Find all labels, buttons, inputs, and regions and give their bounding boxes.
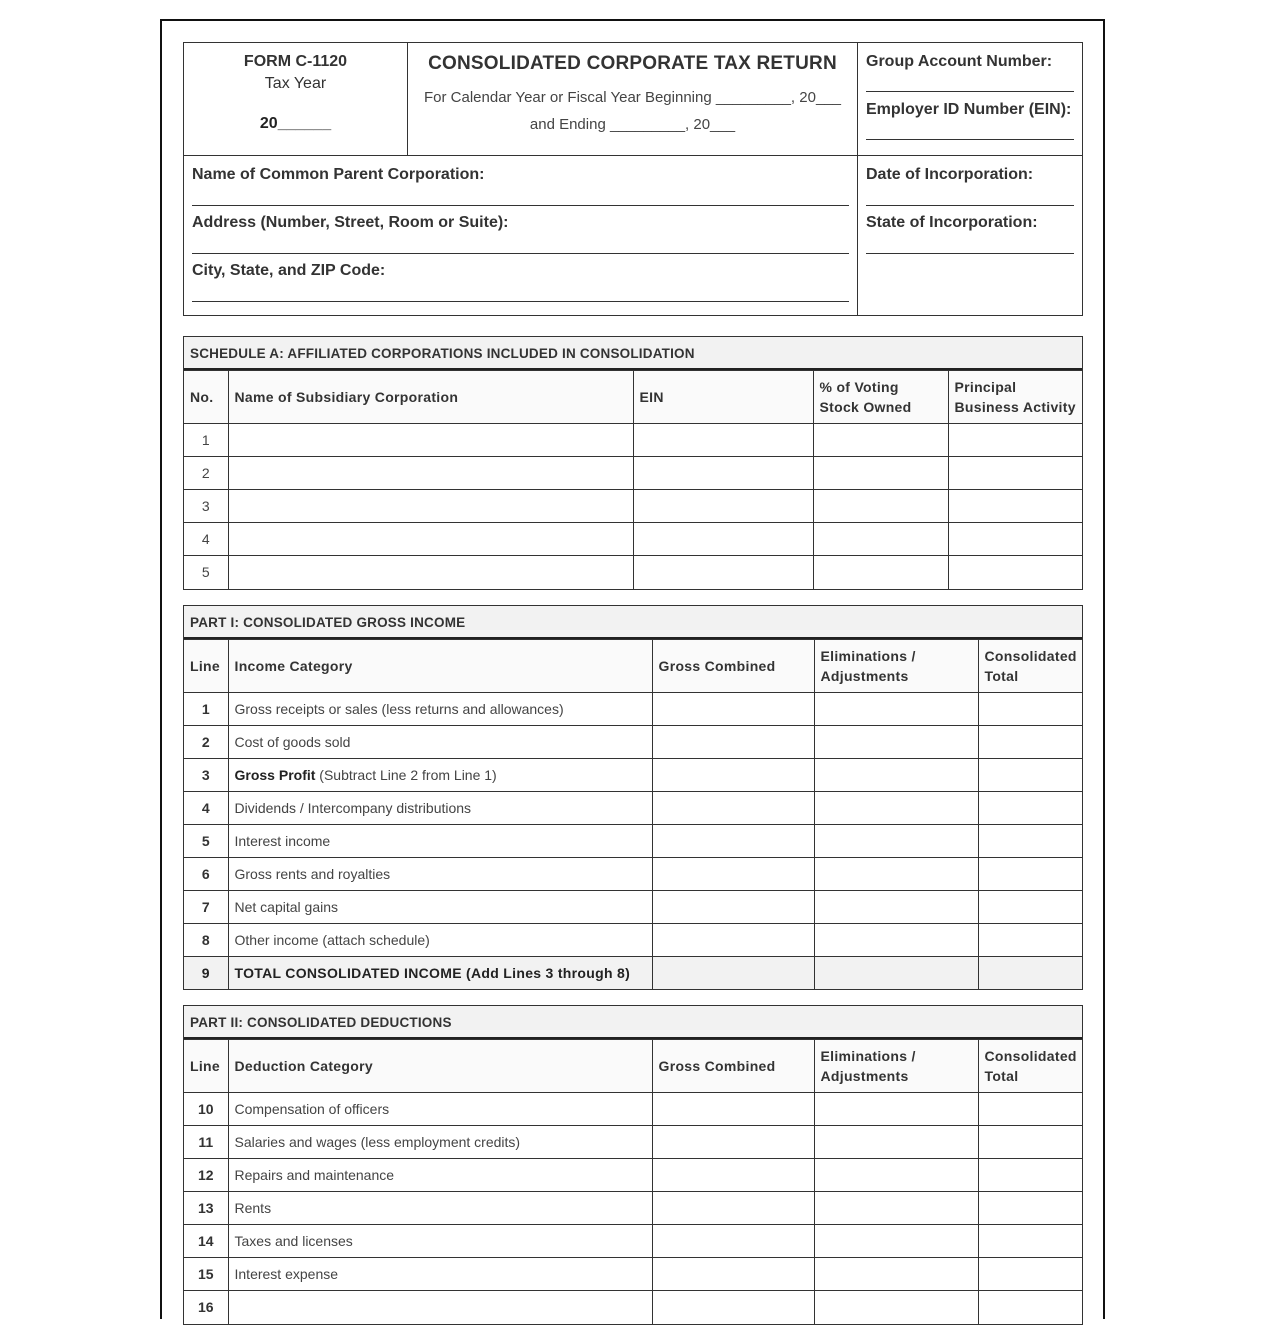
gross-combined-cell[interactable] bbox=[652, 857, 814, 890]
line-number: 12 bbox=[184, 1159, 228, 1192]
city-field[interactable] bbox=[192, 301, 849, 302]
period-text bbox=[408, 84, 857, 138]
line-description bbox=[228, 758, 652, 791]
period-ending[interactable]: and Ending _________, 20___ bbox=[529, 116, 736, 133]
business-activity-cell[interactable] bbox=[948, 457, 1082, 490]
gross-combined-cell[interactable] bbox=[652, 1093, 814, 1126]
eliminations-cell[interactable] bbox=[814, 824, 978, 857]
part-1-title: PART I: CONSOLIDATED GROSS INCOME bbox=[184, 606, 1082, 639]
form-id-block bbox=[184, 43, 408, 156]
title-block bbox=[408, 43, 858, 156]
consolidated-total-cell[interactable] bbox=[978, 890, 1082, 923]
row-number: 1 bbox=[184, 424, 228, 457]
col-header: Deduction Category bbox=[228, 1040, 652, 1093]
ein-cell[interactable] bbox=[633, 556, 813, 589]
date-inc-label: Date of Incorporation: bbox=[866, 166, 1034, 183]
business-activity-cell[interactable] bbox=[948, 490, 1082, 523]
gross-combined-cell[interactable] bbox=[652, 692, 814, 725]
row-number: 3 bbox=[184, 490, 228, 523]
gross-combined-cell[interactable] bbox=[652, 1258, 814, 1291]
eliminations-cell[interactable] bbox=[814, 791, 978, 824]
part-2-title: PART II: CONSOLIDATED DEDUCTIONS bbox=[184, 1006, 1082, 1039]
consolidated-total-cell[interactable] bbox=[978, 791, 1082, 824]
consolidated-total-cell[interactable] bbox=[978, 824, 1082, 857]
line-description: Gross receipts or sales (less returns and allowances) bbox=[228, 692, 652, 725]
consolidated-total-cell[interactable] bbox=[978, 1291, 1082, 1324]
row-number: 4 bbox=[184, 523, 228, 556]
table-row bbox=[184, 857, 1082, 890]
eliminations-cell[interactable] bbox=[814, 857, 978, 890]
table-row bbox=[184, 824, 1082, 857]
col-header: EIN bbox=[633, 371, 813, 424]
line-number: 5 bbox=[184, 824, 228, 857]
eliminations-cell[interactable] bbox=[814, 1093, 978, 1126]
eliminations-cell[interactable] bbox=[814, 758, 978, 791]
gross-combined-cell[interactable] bbox=[652, 890, 814, 923]
tax-year-field[interactable]: 20______ bbox=[259, 115, 332, 132]
line-description-note: (Subtract Line 2 from Line 1) bbox=[315, 766, 497, 783]
col-header: Gross Combined bbox=[652, 639, 814, 692]
consolidated-total-cell[interactable] bbox=[978, 857, 1082, 890]
table-row bbox=[184, 791, 1082, 824]
table-row bbox=[184, 1225, 1082, 1258]
table-row bbox=[184, 424, 1082, 457]
row-number: 5 bbox=[184, 556, 228, 589]
line-description: Interest income bbox=[228, 824, 652, 857]
line-number: 3 bbox=[184, 758, 228, 791]
table-row bbox=[184, 1258, 1082, 1291]
gross-combined-cell[interactable] bbox=[652, 725, 814, 758]
col-header: Name of Subsidiary Corporation bbox=[228, 371, 633, 424]
voting-stock-cell[interactable] bbox=[813, 490, 948, 523]
line-number: 11 bbox=[184, 1126, 228, 1159]
part-2-header-row bbox=[184, 1040, 1082, 1093]
line-number: 10 bbox=[184, 1093, 228, 1126]
table-row bbox=[184, 923, 1082, 956]
gross-combined-cell[interactable] bbox=[652, 923, 814, 956]
col-header: Eliminations / Adjustments bbox=[814, 639, 978, 692]
consolidated-total-cell[interactable] bbox=[978, 1258, 1082, 1291]
col-header: Income Category bbox=[228, 639, 652, 692]
eliminations-cell[interactable] bbox=[814, 1225, 978, 1258]
line-description: Rents bbox=[228, 1192, 652, 1225]
schedule-a-title: SCHEDULE A: AFFILIATED CORPORATIONS INCLUDED IN CONSOLIDATION bbox=[184, 337, 1082, 370]
col-header: Gross Combined bbox=[652, 1040, 814, 1093]
line-number: 4 bbox=[184, 791, 228, 824]
consolidated-total-cell[interactable] bbox=[978, 923, 1082, 956]
row-number: 2 bbox=[184, 457, 228, 490]
table-row bbox=[184, 556, 1082, 589]
line-number: 15 bbox=[184, 1258, 228, 1291]
group-account-field[interactable] bbox=[866, 91, 1074, 92]
eliminations-cell[interactable] bbox=[814, 1126, 978, 1159]
part-1-header-row bbox=[184, 639, 1082, 692]
line-number: 16 bbox=[184, 1291, 228, 1324]
line-description: Interest expense bbox=[228, 1258, 652, 1291]
ein-label: Employer ID Number (EIN): bbox=[866, 101, 1072, 118]
subsidiary-name-cell[interactable] bbox=[228, 457, 633, 490]
form-header bbox=[183, 42, 1083, 316]
eliminations-cell[interactable] bbox=[814, 1159, 978, 1192]
line-description: Cost of goods sold bbox=[228, 725, 652, 758]
account-block bbox=[858, 43, 1082, 156]
consolidated-total-cell[interactable] bbox=[978, 1093, 1082, 1126]
gross-combined-cell[interactable] bbox=[652, 824, 814, 857]
schedule-a-table bbox=[184, 370, 1082, 589]
consolidated-total-cell[interactable] bbox=[978, 725, 1082, 758]
eliminations-cell[interactable] bbox=[814, 890, 978, 923]
consolidated-total-cell[interactable] bbox=[978, 1159, 1082, 1192]
part-1-table bbox=[184, 639, 1082, 990]
table-row bbox=[184, 1159, 1082, 1192]
gross-combined-cell[interactable] bbox=[652, 791, 814, 824]
eliminations-cell[interactable] bbox=[814, 692, 978, 725]
incorporation-block bbox=[858, 156, 1082, 315]
line-description-bold: Gross Profit bbox=[234, 766, 316, 783]
gross-combined-cell[interactable] bbox=[652, 1159, 814, 1192]
part-1-section bbox=[183, 605, 1083, 991]
parent-name-field[interactable] bbox=[192, 205, 849, 206]
business-activity-cell[interactable] bbox=[948, 424, 1082, 457]
subsidiary-name-cell[interactable] bbox=[228, 523, 633, 556]
col-header: No. bbox=[184, 371, 228, 424]
line-number: 6 bbox=[184, 857, 228, 890]
eliminations-cell[interactable] bbox=[814, 956, 978, 989]
consolidated-total-cell[interactable] bbox=[978, 956, 1082, 989]
table-row bbox=[184, 1291, 1082, 1324]
consolidated-total-cell[interactable] bbox=[978, 692, 1082, 725]
col-header: Principal Business Activity bbox=[948, 371, 1082, 424]
business-activity-cell[interactable] bbox=[948, 556, 1082, 589]
table-row bbox=[184, 490, 1082, 523]
line-description: TOTAL CONSOLIDATED INCOME (Add Lines 3 through 8) bbox=[228, 956, 652, 989]
col-header: Line bbox=[184, 639, 228, 692]
line-number: 2 bbox=[184, 725, 228, 758]
group-account-label: Group Account Number: bbox=[866, 53, 1053, 70]
form-title: CONSOLIDATED CORPORATE TAX RETURN bbox=[428, 53, 837, 74]
gross-combined-cell[interactable] bbox=[652, 758, 814, 791]
schedule-a-header-row bbox=[184, 371, 1082, 424]
parent-corp-block bbox=[184, 156, 858, 315]
line-number: 1 bbox=[184, 692, 228, 725]
business-activity-cell[interactable] bbox=[948, 523, 1082, 556]
voting-stock-cell[interactable] bbox=[813, 556, 948, 589]
part-2-table bbox=[184, 1039, 1082, 1324]
line-number: 13 bbox=[184, 1192, 228, 1225]
gross-combined-cell[interactable] bbox=[652, 1126, 814, 1159]
gross-combined-cell[interactable] bbox=[652, 1225, 814, 1258]
line-description: Gross rents and royalties bbox=[228, 857, 652, 890]
state-inc-field[interactable] bbox=[866, 253, 1074, 254]
part-2-section bbox=[183, 1005, 1083, 1325]
ein-cell[interactable] bbox=[633, 424, 813, 457]
ein-cell[interactable] bbox=[633, 490, 813, 523]
col-header: Eliminations / Adjustments bbox=[814, 1040, 978, 1093]
ein-cell[interactable] bbox=[633, 457, 813, 490]
table-row bbox=[184, 457, 1082, 490]
line-description: Taxes and licenses bbox=[228, 1225, 652, 1258]
table-row bbox=[184, 1192, 1082, 1225]
ein-cell[interactable] bbox=[633, 523, 813, 556]
voting-stock-cell[interactable] bbox=[813, 523, 948, 556]
form-page bbox=[160, 19, 1105, 1319]
table-row bbox=[184, 523, 1082, 556]
col-header: % of Voting Stock Owned bbox=[813, 371, 948, 424]
form-content bbox=[183, 42, 1083, 1325]
schedule-a-section bbox=[183, 336, 1083, 590]
table-row bbox=[184, 725, 1082, 758]
eliminations-cell[interactable] bbox=[814, 923, 978, 956]
table-row bbox=[184, 1126, 1082, 1159]
col-header: Consolidated Total bbox=[978, 1040, 1082, 1093]
subsidiary-name-cell[interactable] bbox=[228, 490, 633, 523]
col-header: Consolidated Total bbox=[978, 639, 1082, 692]
line-description bbox=[228, 1291, 652, 1324]
table-row bbox=[184, 758, 1082, 791]
consolidated-total-cell[interactable] bbox=[978, 1225, 1082, 1258]
line-description: Net capital gains bbox=[228, 890, 652, 923]
form-number: FORM C-1120 bbox=[243, 53, 348, 70]
consolidated-total-cell[interactable] bbox=[978, 1192, 1082, 1225]
period-beginning[interactable]: For Calendar Year or Fiscal Year Beginning _________, 20___ bbox=[424, 89, 841, 106]
voting-stock-cell[interactable] bbox=[813, 424, 948, 457]
gross-combined-cell[interactable] bbox=[652, 1291, 814, 1324]
table-row bbox=[184, 1093, 1082, 1126]
line-number: 8 bbox=[184, 923, 228, 956]
total-row bbox=[184, 956, 1082, 989]
line-description: Other income (attach schedule) bbox=[228, 923, 652, 956]
consolidated-total-cell[interactable] bbox=[978, 758, 1082, 791]
line-number: 9 bbox=[184, 956, 228, 989]
address-field[interactable] bbox=[192, 253, 849, 254]
line-description: Salaries and wages (less employment credits) bbox=[228, 1126, 652, 1159]
line-description: Repairs and maintenance bbox=[228, 1159, 652, 1192]
line-description: Dividends / Intercompany distributions bbox=[228, 791, 652, 824]
gross-combined-cell[interactable] bbox=[652, 1192, 814, 1225]
address-label: Address (Number, Street, Room or Suite): bbox=[192, 214, 509, 231]
line-number: 14 bbox=[184, 1225, 228, 1258]
tax-year-label: Tax Year bbox=[264, 75, 327, 92]
city-label: City, State, and ZIP Code: bbox=[192, 262, 386, 279]
subsidiary-name-cell[interactable] bbox=[228, 424, 633, 457]
eliminations-cell[interactable] bbox=[814, 1258, 978, 1291]
date-inc-field[interactable] bbox=[866, 205, 1074, 206]
eliminations-cell[interactable] bbox=[814, 725, 978, 758]
parent-name-label: Name of Common Parent Corporation: bbox=[192, 166, 485, 183]
eliminations-cell[interactable] bbox=[814, 1192, 978, 1225]
consolidated-total-cell[interactable] bbox=[978, 1126, 1082, 1159]
ein-field[interactable] bbox=[866, 139, 1074, 140]
line-number: 7 bbox=[184, 890, 228, 923]
table-row bbox=[184, 692, 1082, 725]
eliminations-cell[interactable] bbox=[814, 1291, 978, 1324]
state-inc-label: State of Incorporation: bbox=[866, 214, 1038, 231]
subsidiary-name-cell[interactable] bbox=[228, 556, 633, 589]
voting-stock-cell[interactable] bbox=[813, 457, 948, 490]
table-row bbox=[184, 890, 1082, 923]
gross-combined-cell[interactable] bbox=[652, 956, 814, 989]
col-header: Line bbox=[184, 1040, 228, 1093]
line-description: Compensation of officers bbox=[228, 1093, 652, 1126]
